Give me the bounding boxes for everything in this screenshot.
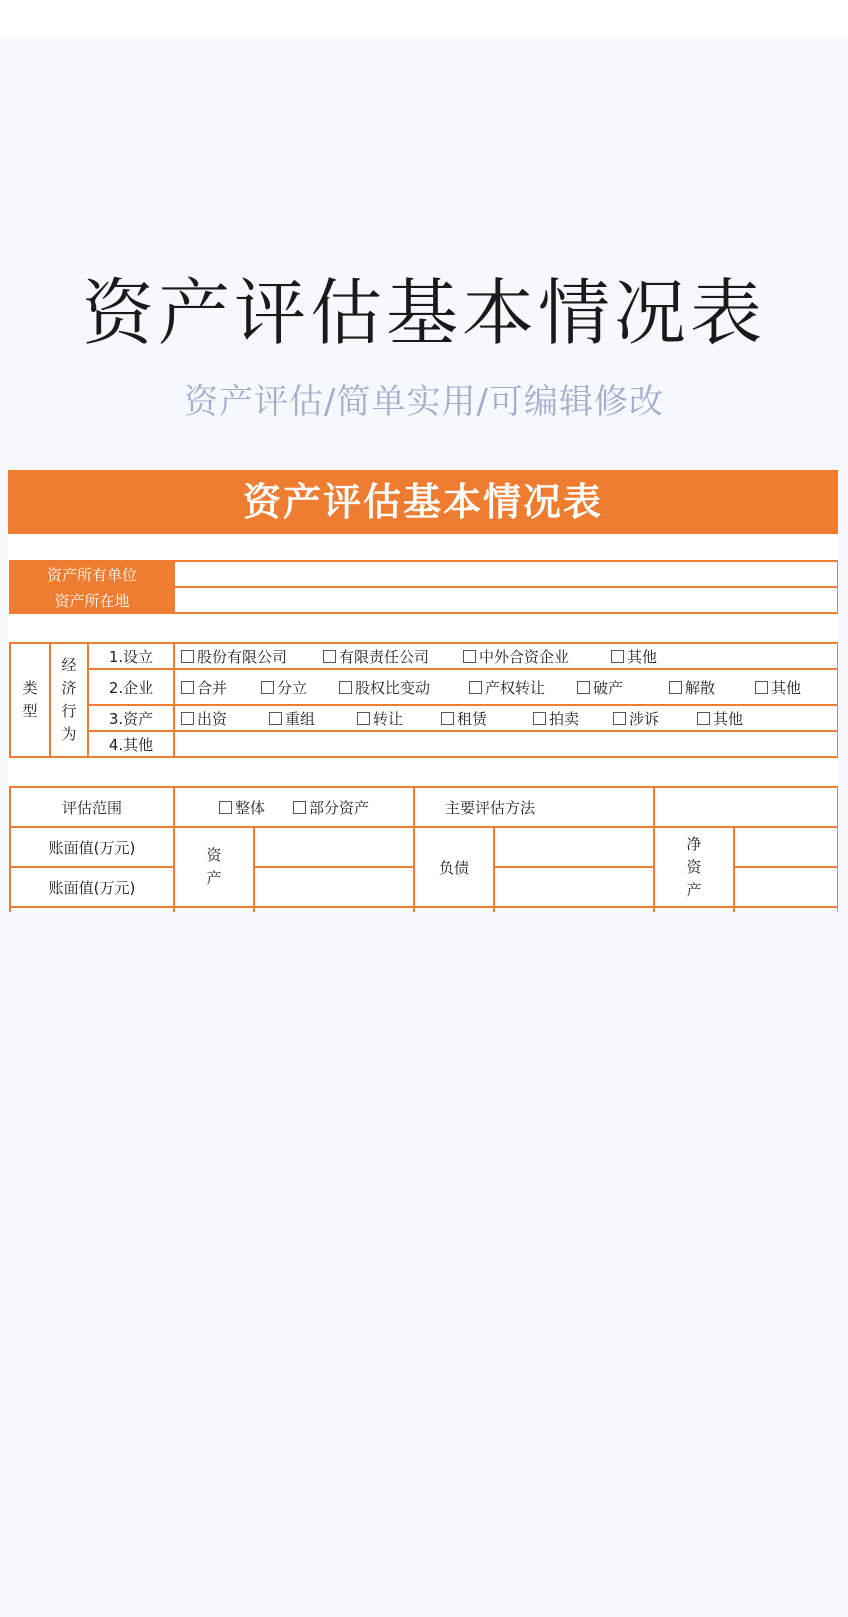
checkbox-icon <box>697 712 710 725</box>
econ-options <box>174 643 838 669</box>
asset-field[interactable] <box>254 827 414 867</box>
type-label: 类型 <box>10 643 50 757</box>
table-row <box>10 705 838 731</box>
page-subtitle: 资产评估/简单实用/可编辑修改 <box>184 382 664 422</box>
econ-row-label: 1.设立 <box>88 643 174 669</box>
econ-table <box>9 642 838 758</box>
checkbox-icon <box>269 712 282 725</box>
checkbox-icon <box>181 650 194 663</box>
option-checkbox[interactable]: 有限责任公司 <box>323 646 463 667</box>
checkbox-icon <box>339 681 352 694</box>
unit-table <box>9 560 838 614</box>
checkbox-icon <box>323 650 336 663</box>
checkbox-icon <box>611 650 624 663</box>
scope-table <box>9 786 838 912</box>
econ-options <box>174 669 838 705</box>
checkbox-icon <box>293 801 306 814</box>
option-checkbox[interactable]: 出资 <box>181 708 269 729</box>
option-checkbox[interactable]: 其他 <box>611 646 691 667</box>
checkbox-icon <box>755 681 768 694</box>
top-bar <box>0 0 848 37</box>
owner-unit-field[interactable] <box>174 561 838 587</box>
checkbox-icon <box>357 712 370 725</box>
table-row <box>10 587 838 613</box>
econ-options <box>174 705 838 731</box>
option-checkbox[interactable]: 中外合资企业 <box>463 646 611 667</box>
table-row <box>10 907 838 912</box>
location-field[interactable] <box>174 587 838 613</box>
checkbox-icon <box>261 681 274 694</box>
asset-label: 资产 <box>174 827 254 907</box>
form-sheet <box>8 470 838 912</box>
option-checkbox[interactable]: 拍卖 <box>533 708 613 729</box>
location-label: 资产所在地 <box>10 587 174 613</box>
option-checkbox[interactable]: 破产 <box>577 677 669 698</box>
page-title: 资产评估基本情况表 <box>81 271 766 355</box>
method-label: 主要评估方法 <box>414 787 654 827</box>
table-row <box>10 731 838 757</box>
checkbox-icon <box>181 681 194 694</box>
checkbox-icon <box>463 650 476 663</box>
option-checkbox[interactable]: 其他 <box>697 708 767 729</box>
option-checkbox[interactable]: 其他 <box>755 677 815 698</box>
option-checkbox[interactable]: 整体 <box>219 797 265 818</box>
option-checkbox[interactable]: 分立 <box>261 677 339 698</box>
econ-behavior-label: 经济行为 <box>50 643 88 757</box>
checkbox-icon <box>441 712 454 725</box>
option-checkbox[interactable]: 股权比变动 <box>339 677 469 698</box>
book-value-label: 账面值(万元) <box>10 867 174 907</box>
sheet-title: 资产评估基本情况表 <box>8 470 838 534</box>
option-checkbox[interactable]: 股份有限公司 <box>181 646 323 667</box>
liability-field[interactable] <box>494 827 654 867</box>
scope-label: 评估范围 <box>10 787 174 827</box>
scope-options <box>174 787 414 827</box>
option-checkbox[interactable]: 部分资产 <box>293 797 369 818</box>
table-row <box>10 643 838 669</box>
method-field[interactable] <box>654 787 838 827</box>
net-asset-label: 净资产 <box>654 827 734 907</box>
checkbox-icon <box>669 681 682 694</box>
option-checkbox[interactable]: 重组 <box>269 708 357 729</box>
table-row <box>10 669 838 705</box>
book-value-label: 账面值(万元) <box>10 827 174 867</box>
table-row <box>10 787 838 827</box>
option-checkbox[interactable]: 租赁 <box>441 708 533 729</box>
checkbox-icon <box>613 712 626 725</box>
econ-row-label: 4.其他 <box>88 731 174 757</box>
other-field[interactable] <box>174 731 838 757</box>
option-checkbox[interactable]: 解散 <box>669 677 755 698</box>
net-asset-field[interactable] <box>734 867 838 907</box>
liability-field[interactable] <box>494 867 654 907</box>
option-checkbox[interactable]: 涉诉 <box>613 708 697 729</box>
checkbox-icon <box>577 681 590 694</box>
econ-row-label: 2.企业 <box>88 669 174 705</box>
checkbox-icon <box>469 681 482 694</box>
liability-label: 负债 <box>414 827 494 907</box>
checkbox-icon <box>219 801 232 814</box>
econ-row-label: 3.资产 <box>88 705 174 731</box>
option-checkbox[interactable]: 转让 <box>357 708 441 729</box>
checkbox-icon <box>181 712 194 725</box>
owner-unit-label: 资产所有单位 <box>10 561 174 587</box>
net-asset-field[interactable] <box>734 827 838 867</box>
option-checkbox[interactable]: 合并 <box>181 677 261 698</box>
option-checkbox[interactable]: 产权转让 <box>469 677 577 698</box>
asset-field[interactable] <box>254 867 414 907</box>
table-row <box>10 561 838 587</box>
table-row <box>10 827 838 867</box>
checkbox-icon <box>533 712 546 725</box>
